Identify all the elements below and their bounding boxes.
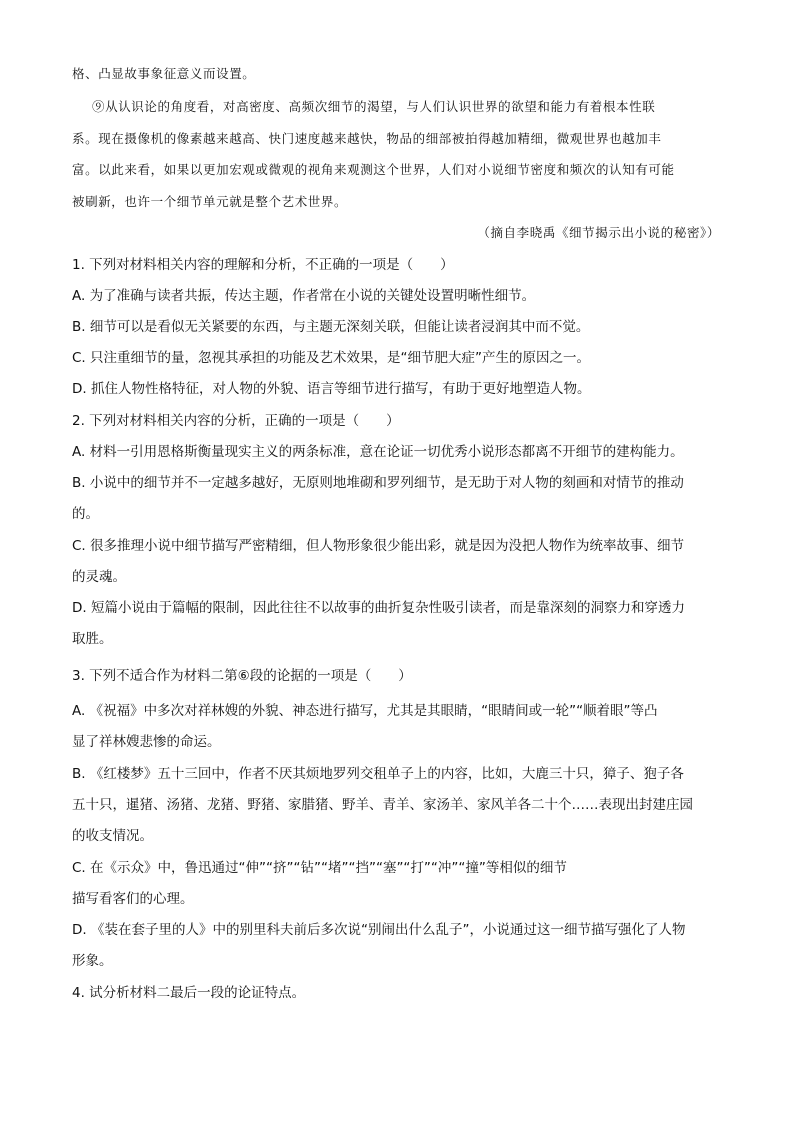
passage-paragraph-9-line: ⑨从认识论的角度看，对高密度、高频次细节的渴望，与人们认识世界的欲望和能力有着根本性联 xyxy=(92,99,656,114)
question-1-stem: 1. 下列对材料相关内容的理解和分析，不正确的一项是（ ） xyxy=(72,257,454,273)
question-2-option-c: C. 很多推理小说中细节描写严密精细，但人物形象很少能出彩，就是因为没把人物作为统率故事、细节 xyxy=(72,538,685,554)
question-3-option-c: C. 在《示众》中，鲁迅通过“伸”“挤”“钻”“堵”“挡”“塞”“打”“冲”“撞”等相似的细节 xyxy=(72,860,567,876)
question-1-option-d: D. 抓住人物性格特征，对人物的外貌、语言等细节进行描写，有助于更好地塑造人物。 xyxy=(72,381,591,397)
question-3-option-a-cont: 显了祥林嫂悲惨的命运。 xyxy=(72,734,221,750)
question-1-option-b: B. 细节可以是看似无关紧要的东西，与主题无深刻关联，但能让读者浸润其中而不觉。 xyxy=(72,319,590,335)
question-3-option-b-cont: 的收支情况。 xyxy=(72,828,153,844)
question-3-option-d: D. 《装在套子里的人》中的别里科夫前后多次说“别闹出什么乱子”，小说通过这一细节描写强化了人物 xyxy=(72,922,686,938)
question-3-option-a: A. 《祝福》中多次对祥林嫂的外貌、神态进行描写，尤其是其眼睛，“眼睛间或一轮”“顺着眼”等凸 xyxy=(72,703,658,719)
question-1-option-a: A. 为了准确与读者共振，传达主题，作者常在小说的关键处设置明晰性细节。 xyxy=(72,288,536,304)
question-2-option-c-cont: 的灵魂。 xyxy=(72,569,126,585)
question-3-option-c-cont: 描写看客们的心理。 xyxy=(72,891,194,907)
question-3-stem: 3. 下列不适合作为材料二第⑥段的论据的一项是（ ） xyxy=(72,668,412,684)
question-2-option-b-cont: 的。 xyxy=(72,506,99,522)
question-4-stem: 4. 试分析材料二最后一段的论证特点。 xyxy=(72,985,306,1001)
question-2-stem: 2. 下列对材料相关内容的分析，正确的一项是（ ） xyxy=(72,413,400,429)
question-1-option-c: C. 只注重细节的量，忽视其承担的功能及艺术效果，是“细节肥大症”产生的原因之一。 xyxy=(72,350,590,366)
question-2-option-d-cont: 取胜。 xyxy=(72,631,113,647)
passage-line: 格、凸显故事象征意义而设置。 xyxy=(72,66,256,81)
question-3-option-d-cont: 形象。 xyxy=(72,953,113,969)
passage-paragraph-9-line: 被刷新，也许一个细节单元就是整个艺术世界。 xyxy=(72,194,348,209)
question-3-option-b-cont: 五十只，暹猪、汤猪、龙猪、野猪、家腊猪、野羊、青羊、家汤羊、家风羊各二十个……表现出封建庄园 xyxy=(72,797,693,813)
passage-paragraph-9-line: 系。现在摄像机的像素越来越高、快门速度越来越快，物品的细部被拍得越加精细，微观世界也越加丰 xyxy=(72,131,662,146)
question-2-option-d: D. 短篇小说由于篇幅的限制，因此往往不以故事的曲折复杂性吸引读者，而是靠深刻的洞察力和穿透力 xyxy=(72,600,685,616)
passage-paragraph-9-line: 富。以此来看，如果以更加宏观或微观的视角来观测这个世界，人们对小说细节密度和频次的认知有可能 xyxy=(72,162,675,177)
question-3-option-b: B. 《红楼梦》五十三回中，作者不厌其烦地罗列交租单子上的内容，比如，大鹿三十只，獐子、狍子各 xyxy=(72,766,684,782)
passage-source: （摘自李晓禹《细节揭示出小说的秘密》） xyxy=(477,225,720,240)
question-2-option-b: B. 小说中的细节并不一定越多越好，无原则地堆砌和罗列细节，是无助于对人物的刻画和对情节的推动 xyxy=(72,475,684,491)
question-2-option-a: A. 材料一引用恩格斯衡量现实主义的两条标准，意在论证一切优秀小说形态都离不开细节的建构能力。 xyxy=(72,444,684,460)
